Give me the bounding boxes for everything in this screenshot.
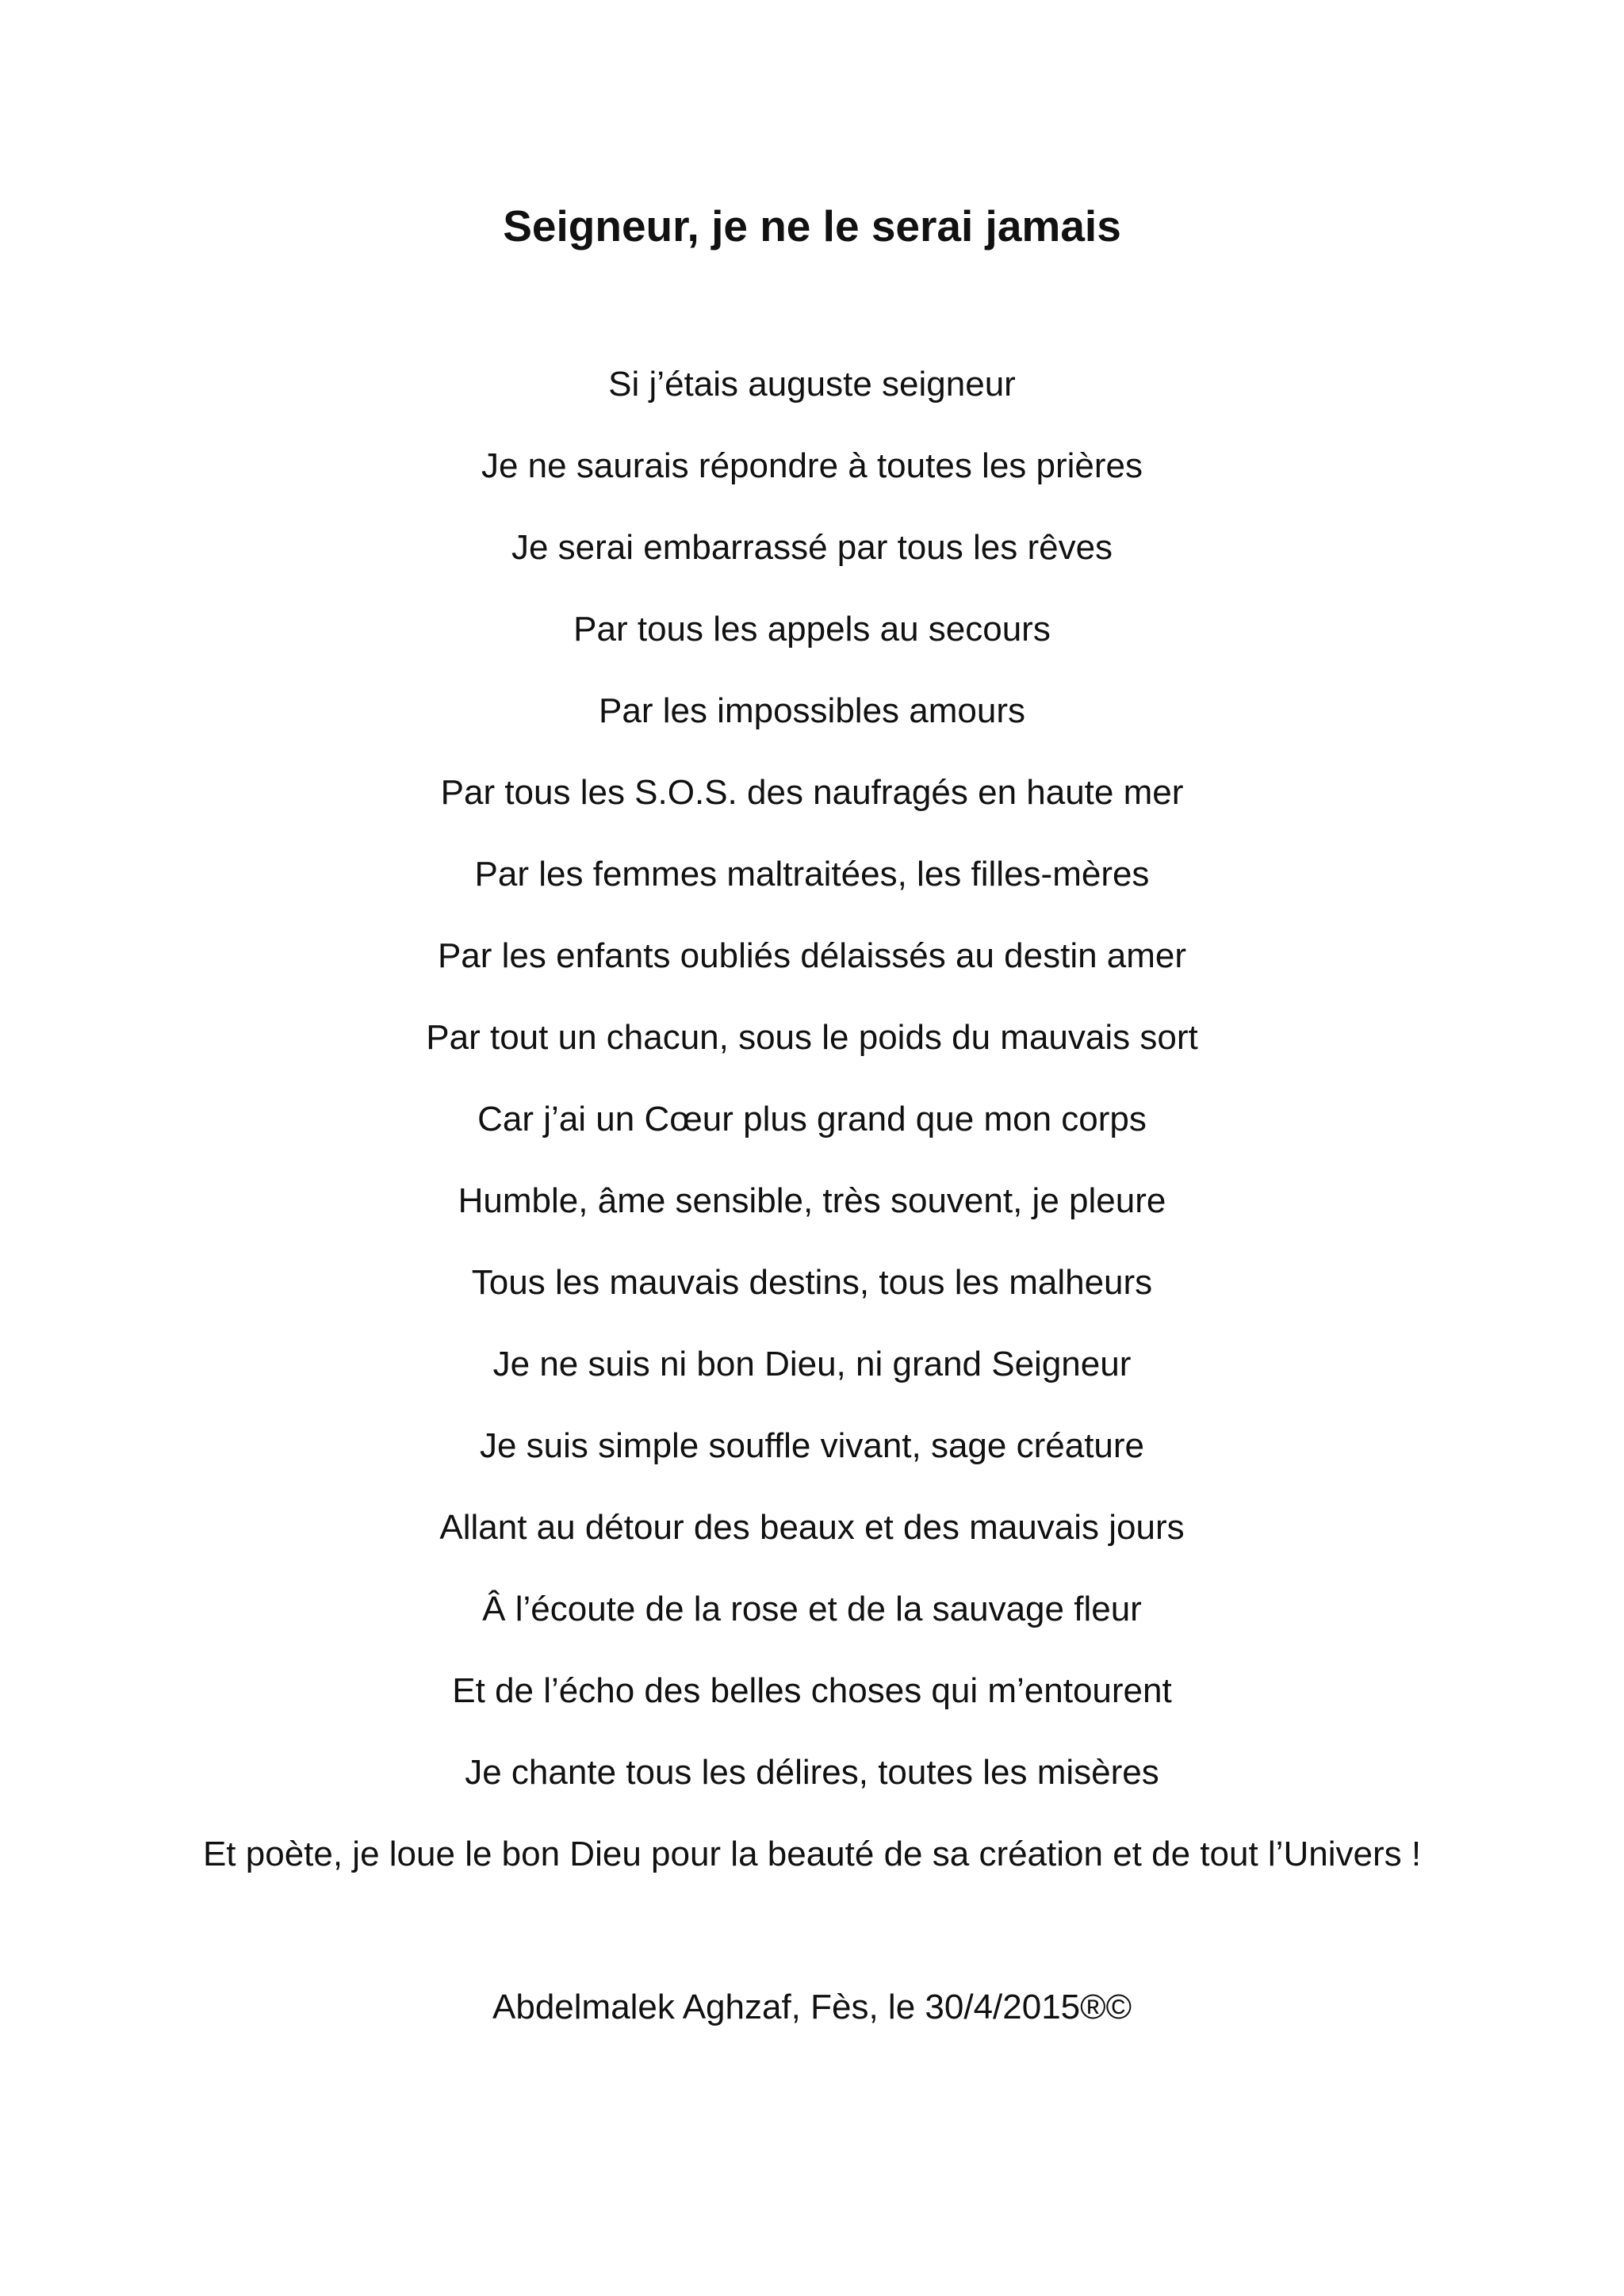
poem-verse: Je serai embarrassé par tous les rêves	[511, 528, 1113, 567]
poem-verse: Par les impossibles amours	[599, 691, 1025, 730]
poem-verse: Car j’ai un Cœur plus grand que mon corps	[477, 1100, 1147, 1138]
poem-title: Seigneur, je ne le serai jamais	[503, 201, 1121, 251]
poem-verse: Par tous les S.O.S. des naufragés en haute mer	[440, 773, 1184, 812]
poem-verse: Par tous les appels au secours	[573, 610, 1051, 649]
poem-verse: Par les femmes maltraitées, les filles-mères	[474, 855, 1150, 894]
poem-verse: Â l’écoute de la rose et de la sauvage fleur	[482, 1590, 1142, 1628]
poem-verse: Et de l’écho des belles choses qui m’entourent	[452, 1671, 1172, 1710]
poem-verse: Par les enfants oubliés délaissés au destin amer	[437, 936, 1187, 975]
poem-verse: Si j’étais auguste seigneur	[608, 365, 1016, 404]
poem-signature: Abdelmalek Aghzaf, Fès, le 30/4/2015®©	[492, 1988, 1132, 2026]
poem-verse: Tous les mauvais destins, tous les malheurs	[471, 1263, 1153, 1302]
poem-verse: Je ne saurais répondre à toutes les prières	[481, 446, 1143, 485]
poem-verse: Je suis simple souffle vivant, sage créature	[479, 1426, 1145, 1465]
poem-verse: Allant au détour des beaux et des mauvais jours	[439, 1508, 1185, 1547]
poem-verse: Je ne suis ni bon Dieu, ni grand Seigneur	[492, 1345, 1132, 1383]
poem-verse: Par tout un chacun, sous le poids du mauvais sort	[426, 1018, 1198, 1057]
poem-verse: Humble, âme sensible, très souvent, je pleure	[458, 1181, 1166, 1220]
poem-body	[0, 357, 1624, 1908]
poem-verse: Et poète, je loue le bon Dieu pour la beauté de sa création et de tout l’Univers !	[202, 1835, 1422, 1873]
poem-verse: Je chante tous les délires, toutes les misères	[465, 1753, 1159, 1792]
